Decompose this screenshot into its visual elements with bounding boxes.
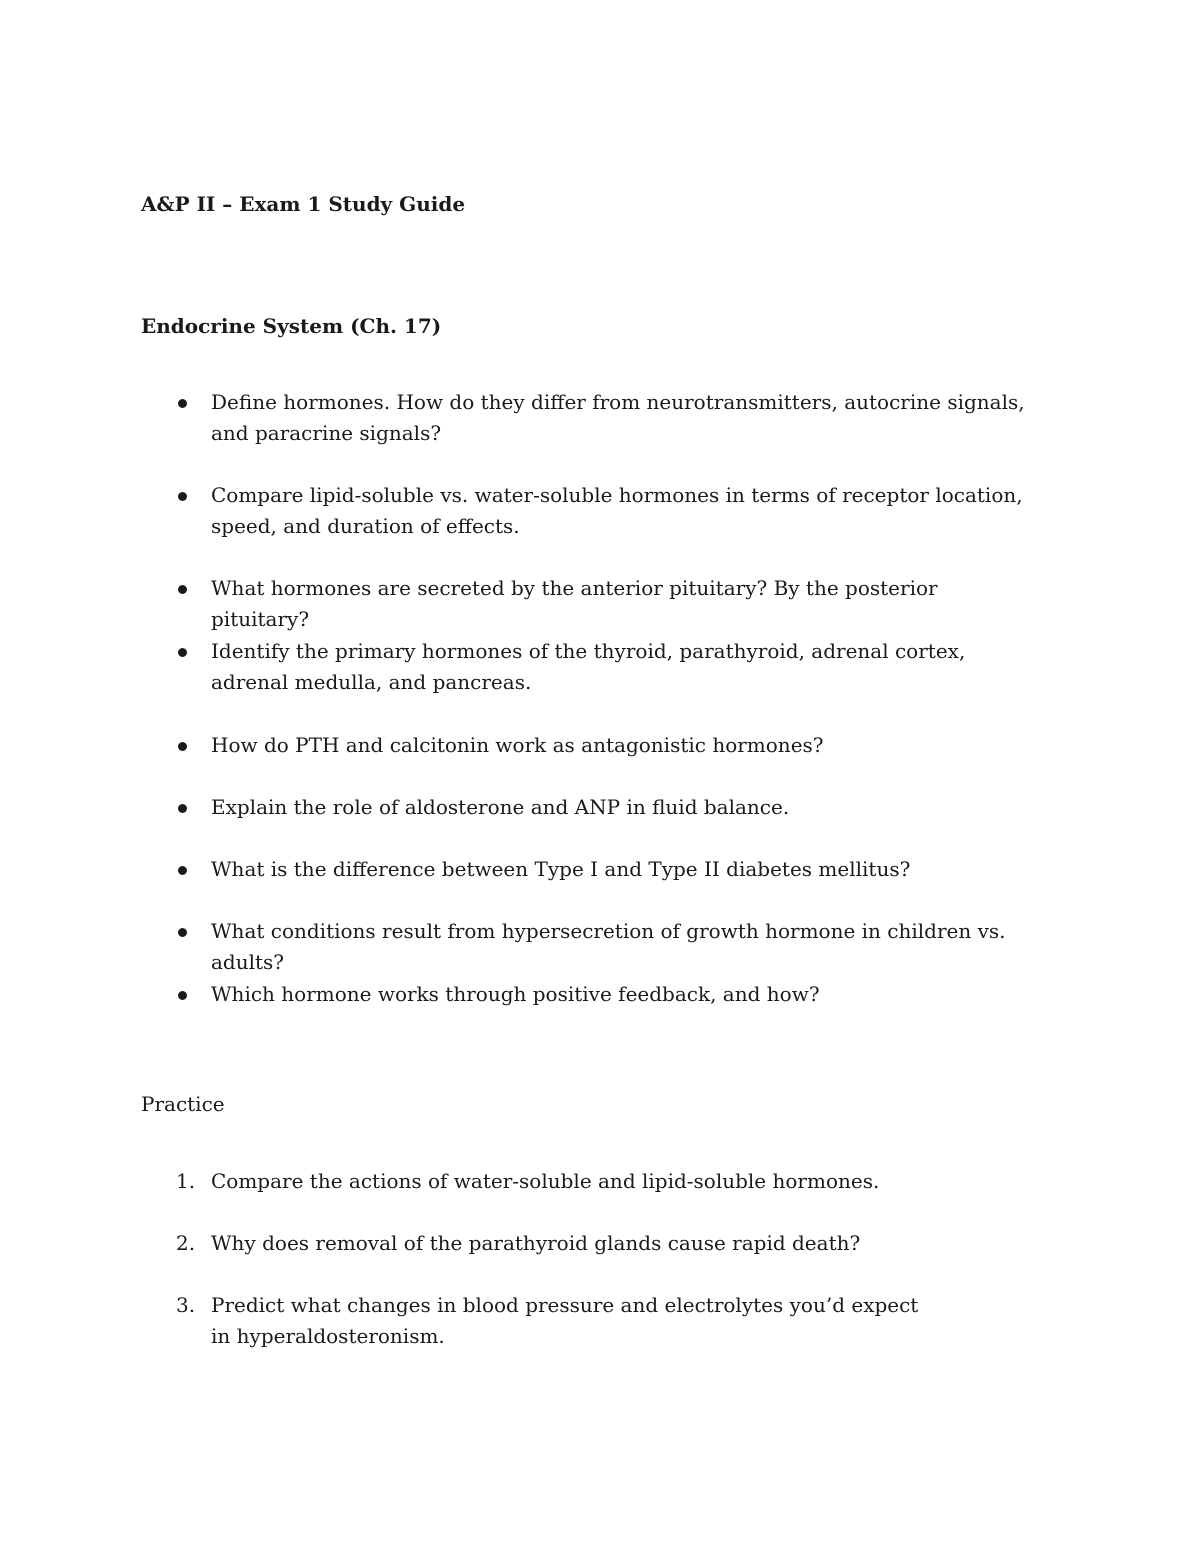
practice-heading: Practice <box>141 1092 225 1116</box>
bullet-icon <box>178 928 187 937</box>
list-item <box>178 854 1038 885</box>
page-title: A&P II – Exam 1 Study Guide <box>141 192 466 216</box>
list-item-text: Which hormone works through positive feedback, and how? <box>211 982 820 1006</box>
list-item <box>178 573 1038 635</box>
list-item-text: What is the difference between Type I and Type II diabetes mellitus? <box>211 857 911 881</box>
bullet-icon <box>178 866 187 875</box>
list-item <box>178 916 1038 978</box>
list-item-text: What conditions result from hypersecretion of growth hormone in children vs. adults? <box>211 919 1006 974</box>
section-heading: Endocrine System (Ch. 17) <box>141 314 442 338</box>
list-number: 3. <box>176 1293 196 1317</box>
list-item <box>176 1228 956 1259</box>
list-item <box>178 730 1038 761</box>
list-item-text: Explain the role of aldosterone and ANP in fluid balance. <box>211 795 790 819</box>
bullet-icon <box>178 492 187 501</box>
list-item <box>176 1290 956 1352</box>
list-item-text: Define hormones. How do they differ from neurotransmitters, autocrine signals, and paracrine signals? <box>211 390 1025 445</box>
bullet-icon <box>178 742 187 751</box>
list-item-text: Compare lipid-soluble vs. water-soluble hormones in terms of receptor location, speed, and duration of effects. <box>211 483 1023 538</box>
list-item-text: Why does removal of the parathyroid glands cause rapid death? <box>211 1231 861 1255</box>
list-item <box>178 636 1038 698</box>
bullet-icon <box>178 585 187 594</box>
list-number: 2. <box>176 1231 196 1255</box>
list-number: 1. <box>176 1169 196 1193</box>
list-item <box>178 480 1038 542</box>
bullet-icon <box>178 991 187 1000</box>
bullet-icon <box>178 804 187 813</box>
list-item-text: Compare the actions of water-soluble and lipid-soluble hormones. <box>211 1169 880 1193</box>
list-item-text: What hormones are secreted by the anterior pituitary? By the posterior pituitary? <box>211 576 938 631</box>
bullet-icon <box>178 648 187 657</box>
list-item <box>176 1166 956 1197</box>
list-item-text: Identify the primary hormones of the thyroid, parathyroid, adrenal cortex, adrenal medulla, and pancreas. <box>211 639 966 694</box>
list-item <box>178 979 1038 1010</box>
list-item-text: Predict what changes in blood pressure and electrolytes you’d expect in hyperaldosteronism. <box>211 1293 919 1348</box>
list-item <box>178 387 1038 449</box>
list-item <box>178 792 1038 823</box>
list-item-text: How do PTH and calcitonin work as antagonistic hormones? <box>211 733 824 757</box>
bullet-icon <box>178 399 187 408</box>
